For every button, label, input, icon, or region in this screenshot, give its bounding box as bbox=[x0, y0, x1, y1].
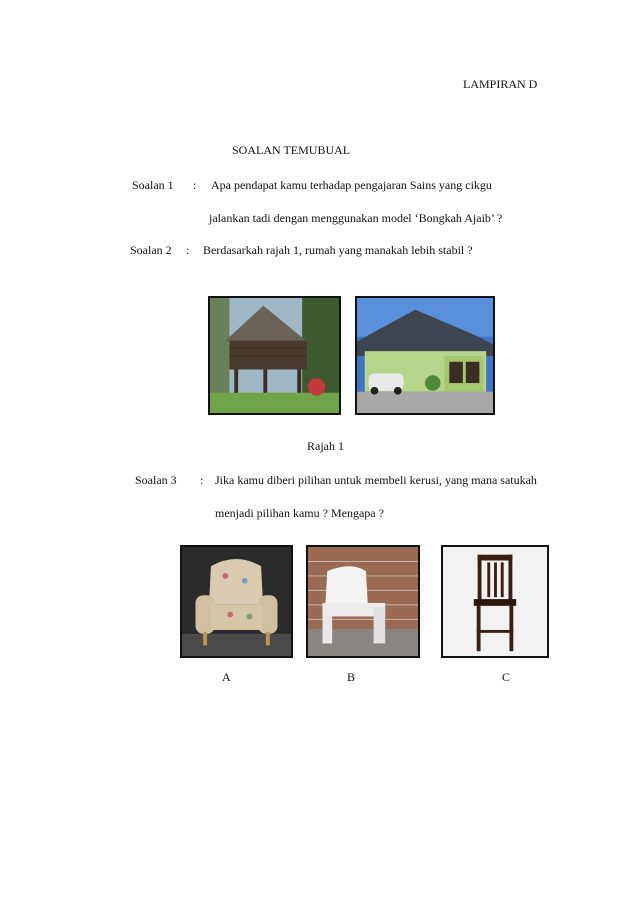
question-3-text-line2: menjadi pilihan kamu ? Mengapa ? bbox=[215, 506, 384, 520]
question-2-text: Berdasarkah rajah 1, rumah yang manakah lebih stabil ? bbox=[203, 243, 473, 257]
floral-armchair-image bbox=[180, 545, 293, 658]
chair-option-c-label: C bbox=[502, 670, 511, 684]
chair-option-b-label: B bbox=[347, 670, 356, 684]
question-1-text-line2: jalankan tadi dengan menggunakan model ‘Bongkah Ajaib’ ? bbox=[209, 211, 503, 225]
question-1-colon: : bbox=[193, 178, 197, 192]
question-2-label: Soalan 2 bbox=[130, 243, 172, 257]
wooden-stilt-house-image bbox=[208, 296, 341, 415]
question-1-label: Soalan 1 bbox=[132, 178, 174, 192]
page-title: SOALAN TEMUBUAL bbox=[232, 143, 351, 157]
figure-caption: Rajah 1 bbox=[307, 439, 344, 453]
question-3-colon: : bbox=[200, 473, 204, 487]
question-3-text-line1: Jika kamu diberi pilihan untuk membeli kerusi, yang mana satukah bbox=[215, 473, 537, 487]
question-2-colon: : bbox=[186, 243, 190, 257]
bar-stool-image bbox=[441, 545, 549, 658]
question-1-text-line1: Apa pendapat kamu terhadap pengajaran Sains yang cikgu bbox=[211, 178, 492, 192]
white-modern-chair-image bbox=[306, 545, 420, 658]
question-3-label: Soalan 3 bbox=[135, 473, 177, 487]
chair-option-a-label: A bbox=[222, 670, 231, 684]
modern-bungalow-image bbox=[355, 296, 495, 415]
appendix-label: LAMPIRAN D bbox=[463, 77, 538, 91]
